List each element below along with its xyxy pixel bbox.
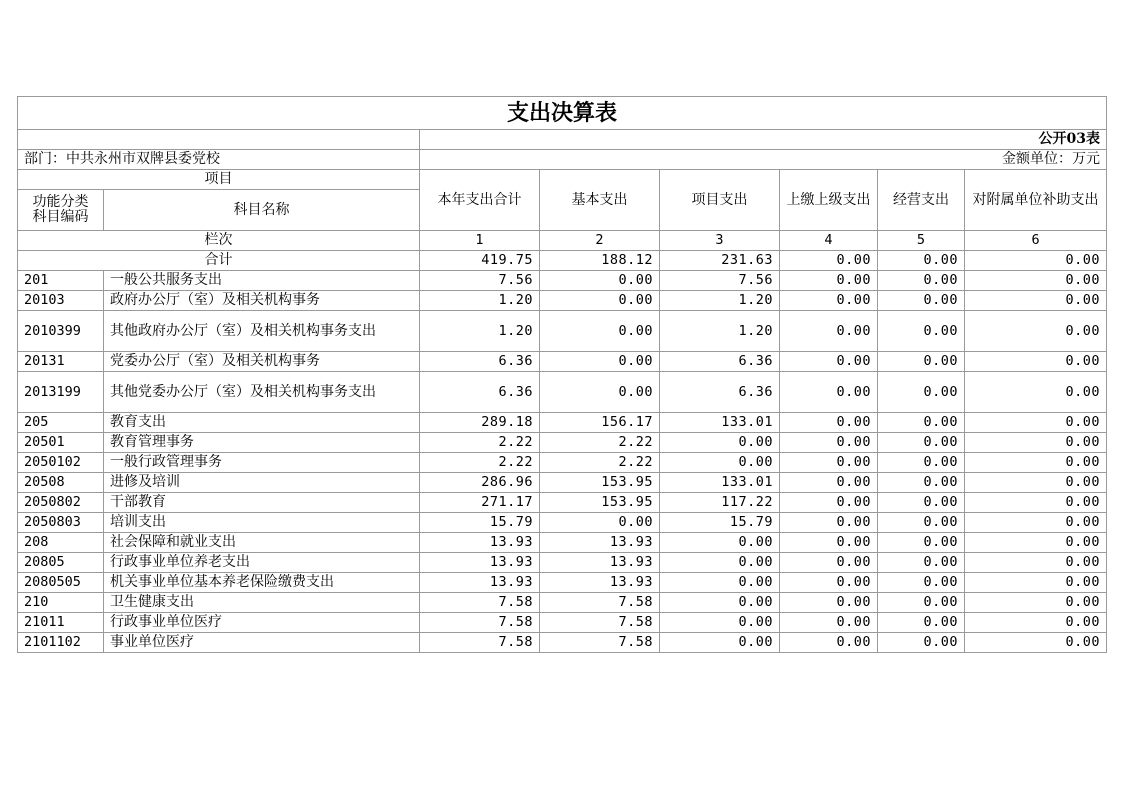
- amount-cell: 0.00: [878, 271, 965, 291]
- amount-cell: 0.00: [965, 291, 1107, 311]
- amount-cell: 0.00: [965, 352, 1107, 372]
- amount-cell: 0.00: [878, 513, 965, 533]
- amount-cell: 0.00: [780, 633, 878, 653]
- amount-cell: 0.00: [780, 493, 878, 513]
- amount-cell: 0.00: [878, 291, 965, 311]
- amount-cell: 7.58: [420, 633, 540, 653]
- table-row: [18, 493, 1107, 513]
- amount-cell: 7.58: [540, 593, 660, 613]
- department-label: 部门：中共永州市双牌县委党校: [18, 150, 420, 170]
- amount-cell: 0.00: [780, 433, 878, 453]
- table-row: [18, 553, 1107, 573]
- subject-code: 20131: [18, 352, 104, 372]
- amount-cell: 13.93: [540, 533, 660, 553]
- amount-cell: 0.00: [878, 633, 965, 653]
- amount-unit: 金额单位：万元: [420, 150, 1107, 170]
- form-number: 公开03表: [420, 130, 1107, 150]
- amount-cell: 7.58: [420, 613, 540, 633]
- amount-cell: 0.00: [965, 593, 1107, 613]
- subject-name: 行政事业单位医疗: [104, 613, 420, 633]
- amount-cell: 0.00: [878, 311, 965, 352]
- subject-name: 干部教育: [104, 493, 420, 513]
- amount-cell: 2.22: [540, 433, 660, 453]
- total-value: 231.63: [660, 251, 780, 271]
- header-subject-name: 科目名称: [104, 190, 420, 231]
- amount-cell: 0.00: [878, 593, 965, 613]
- subject-name: 社会保障和就业支出: [104, 533, 420, 553]
- amount-cell: 0.00: [780, 311, 878, 352]
- amount-cell: 0.00: [780, 593, 878, 613]
- table-row: [18, 533, 1107, 553]
- table-row: [18, 593, 1107, 613]
- column-number: 6: [965, 231, 1107, 251]
- subject-name: 进修及培训: [104, 473, 420, 493]
- amount-cell: 13.93: [540, 553, 660, 573]
- amount-cell: 0.00: [878, 372, 965, 413]
- amount-cell: 0.00: [660, 533, 780, 553]
- total-value: 188.12: [540, 251, 660, 271]
- table-row: [18, 372, 1107, 413]
- amount-cell: 286.96: [420, 473, 540, 493]
- table-row: [18, 433, 1107, 453]
- subject-name: 其他党委办公厅（室）及相关机构事务支出: [104, 372, 420, 413]
- amount-cell: 0.00: [780, 352, 878, 372]
- header-col-5: 经营支出: [878, 170, 965, 231]
- amount-cell: 0.00: [660, 453, 780, 473]
- table-row: [18, 311, 1107, 352]
- amount-cell: 0.00: [965, 573, 1107, 593]
- header-item: 项目: [18, 170, 420, 190]
- data-rows: [18, 271, 1107, 653]
- amount-cell: 0.00: [780, 573, 878, 593]
- column-number-label: 栏次: [18, 231, 420, 251]
- amount-cell: 0.00: [780, 513, 878, 533]
- amount-cell: 7.56: [420, 271, 540, 291]
- amount-cell: 6.36: [420, 372, 540, 413]
- amount-cell: 13.93: [420, 573, 540, 593]
- subject-code: 2050803: [18, 513, 104, 533]
- amount-cell: 117.22: [660, 493, 780, 513]
- amount-cell: 0.00: [878, 433, 965, 453]
- amount-cell: 0.00: [965, 493, 1107, 513]
- amount-cell: 153.95: [540, 493, 660, 513]
- amount-cell: 0.00: [878, 413, 965, 433]
- amount-cell: 13.93: [420, 553, 540, 573]
- amount-cell: 0.00: [780, 372, 878, 413]
- title-row: [18, 97, 1107, 130]
- amount-cell: 13.93: [540, 573, 660, 593]
- subject-name: 党委办公厅（室）及相关机构事务: [104, 352, 420, 372]
- amount-cell: 0.00: [780, 291, 878, 311]
- amount-cell: 0.00: [660, 613, 780, 633]
- subject-name: 教育管理事务: [104, 433, 420, 453]
- header-col-1: 本年支出合计: [420, 170, 540, 231]
- amount-cell: 0.00: [780, 453, 878, 473]
- table-row: [18, 453, 1107, 473]
- amount-cell: 2.22: [420, 433, 540, 453]
- subject-code: 21011: [18, 613, 104, 633]
- amount-cell: 0.00: [965, 513, 1107, 533]
- amount-cell: 1.20: [420, 291, 540, 311]
- subject-code: 20501: [18, 433, 104, 453]
- amount-cell: 0.00: [878, 473, 965, 493]
- amount-cell: 133.01: [660, 473, 780, 493]
- column-number: 3: [660, 231, 780, 251]
- amount-cell: 0.00: [780, 413, 878, 433]
- total-value: 0.00: [780, 251, 878, 271]
- amount-cell: 289.18: [420, 413, 540, 433]
- subject-code: 2050102: [18, 453, 104, 473]
- table-row: [18, 513, 1107, 533]
- amount-cell: 0.00: [878, 573, 965, 593]
- table-row: [18, 613, 1107, 633]
- subject-code: 201: [18, 271, 104, 291]
- department-row: [18, 150, 1107, 170]
- expenditure-table: [17, 96, 1107, 653]
- column-number: 2: [540, 231, 660, 251]
- subject-name: 卫生健康支出: [104, 593, 420, 613]
- subject-name: 一般行政管理事务: [104, 453, 420, 473]
- amount-cell: 2.22: [540, 453, 660, 473]
- amount-cell: 0.00: [540, 352, 660, 372]
- amount-cell: 153.95: [540, 473, 660, 493]
- amount-cell: 6.36: [660, 372, 780, 413]
- amount-cell: 15.79: [660, 513, 780, 533]
- table-title: 支出决算表: [18, 97, 1107, 130]
- column-number: 1: [420, 231, 540, 251]
- amount-cell: 156.17: [540, 413, 660, 433]
- amount-cell: 15.79: [420, 513, 540, 533]
- subject-code: 2010399: [18, 311, 104, 352]
- subject-code: 210: [18, 593, 104, 613]
- amount-cell: 0.00: [965, 473, 1107, 493]
- amount-cell: 2.22: [420, 453, 540, 473]
- blank-cell: [18, 130, 420, 150]
- table-row: [18, 633, 1107, 653]
- amount-cell: 0.00: [965, 553, 1107, 573]
- amount-cell: 0.00: [540, 271, 660, 291]
- amount-cell: 0.00: [965, 433, 1107, 453]
- amount-cell: 0.00: [660, 553, 780, 573]
- column-number-row: [18, 231, 1107, 251]
- total-value: 419.75: [420, 251, 540, 271]
- header-col-6: 对附属单位补助支出: [965, 170, 1107, 231]
- amount-cell: 1.20: [660, 311, 780, 352]
- header-row-1: [18, 170, 1107, 190]
- subject-name: 其他政府办公厅（室）及相关机构事务支出: [104, 311, 420, 352]
- amount-cell: 0.00: [540, 513, 660, 533]
- amount-cell: 1.20: [660, 291, 780, 311]
- subject-name: 教育支出: [104, 413, 420, 433]
- form-number-row: [18, 130, 1107, 150]
- table-row: [18, 352, 1107, 372]
- amount-cell: 6.36: [420, 352, 540, 372]
- subject-name: 行政事业单位养老支出: [104, 553, 420, 573]
- header-col-2: 基本支出: [540, 170, 660, 231]
- amount-cell: 7.58: [540, 613, 660, 633]
- amount-cell: 0.00: [965, 372, 1107, 413]
- amount-cell: 7.56: [660, 271, 780, 291]
- subject-code: 20103: [18, 291, 104, 311]
- total-label: 合计: [18, 251, 420, 271]
- table-row: [18, 573, 1107, 593]
- amount-cell: 7.58: [420, 593, 540, 613]
- subject-code: 208: [18, 533, 104, 553]
- table-row: [18, 413, 1107, 433]
- subject-name: 机关事业单位基本养老保险缴费支出: [104, 573, 420, 593]
- table-row: [18, 271, 1107, 291]
- amount-cell: 0.00: [780, 533, 878, 553]
- amount-cell: 0.00: [965, 413, 1107, 433]
- amount-cell: 0.00: [965, 453, 1107, 473]
- header-col-3: 项目支出: [660, 170, 780, 231]
- subject-code: 2101102: [18, 633, 104, 653]
- table-row: [18, 291, 1107, 311]
- amount-cell: 0.00: [780, 271, 878, 291]
- amount-cell: 0.00: [878, 613, 965, 633]
- amount-cell: 0.00: [878, 493, 965, 513]
- amount-cell: 133.01: [660, 413, 780, 433]
- column-number: 4: [780, 231, 878, 251]
- amount-cell: 0.00: [965, 633, 1107, 653]
- subject-name: 政府办公厅（室）及相关机构事务: [104, 291, 420, 311]
- subject-name: 一般公共服务支出: [104, 271, 420, 291]
- table-row: [18, 473, 1107, 493]
- amount-cell: 0.00: [965, 311, 1107, 352]
- amount-cell: 0.00: [780, 473, 878, 493]
- amount-cell: 0.00: [660, 433, 780, 453]
- total-row: [18, 251, 1107, 271]
- subject-code: 20805: [18, 553, 104, 573]
- amount-cell: 0.00: [878, 453, 965, 473]
- amount-cell: 0.00: [780, 613, 878, 633]
- total-value: 0.00: [965, 251, 1107, 271]
- amount-cell: 7.58: [540, 633, 660, 653]
- amount-cell: 13.93: [420, 533, 540, 553]
- column-number: 5: [878, 231, 965, 251]
- amount-cell: 271.17: [420, 493, 540, 513]
- subject-name: 事业单位医疗: [104, 633, 420, 653]
- amount-cell: 0.00: [540, 372, 660, 413]
- amount-cell: 0.00: [660, 633, 780, 653]
- amount-cell: 0.00: [780, 553, 878, 573]
- subject-code: 20508: [18, 473, 104, 493]
- subject-code: 205: [18, 413, 104, 433]
- subject-code: 2080505: [18, 573, 104, 593]
- total-value: 0.00: [878, 251, 965, 271]
- amount-cell: 0.00: [878, 352, 965, 372]
- header-col-4: 上缴上级支出: [780, 170, 878, 231]
- amount-cell: 0.00: [965, 613, 1107, 633]
- amount-cell: 0.00: [965, 533, 1107, 553]
- amount-cell: 0.00: [660, 573, 780, 593]
- amount-cell: 6.36: [660, 352, 780, 372]
- amount-cell: 0.00: [540, 311, 660, 352]
- amount-cell: 0.00: [878, 553, 965, 573]
- subject-code: 2013199: [18, 372, 104, 413]
- header-func-code: 功能分类科目编码: [18, 190, 104, 231]
- amount-cell: 0.00: [660, 593, 780, 613]
- subject-name: 培训支出: [104, 513, 420, 533]
- subject-code: 2050802: [18, 493, 104, 513]
- amount-cell: 1.20: [420, 311, 540, 352]
- amount-cell: 0.00: [878, 533, 965, 553]
- amount-cell: 0.00: [965, 271, 1107, 291]
- amount-cell: 0.00: [540, 291, 660, 311]
